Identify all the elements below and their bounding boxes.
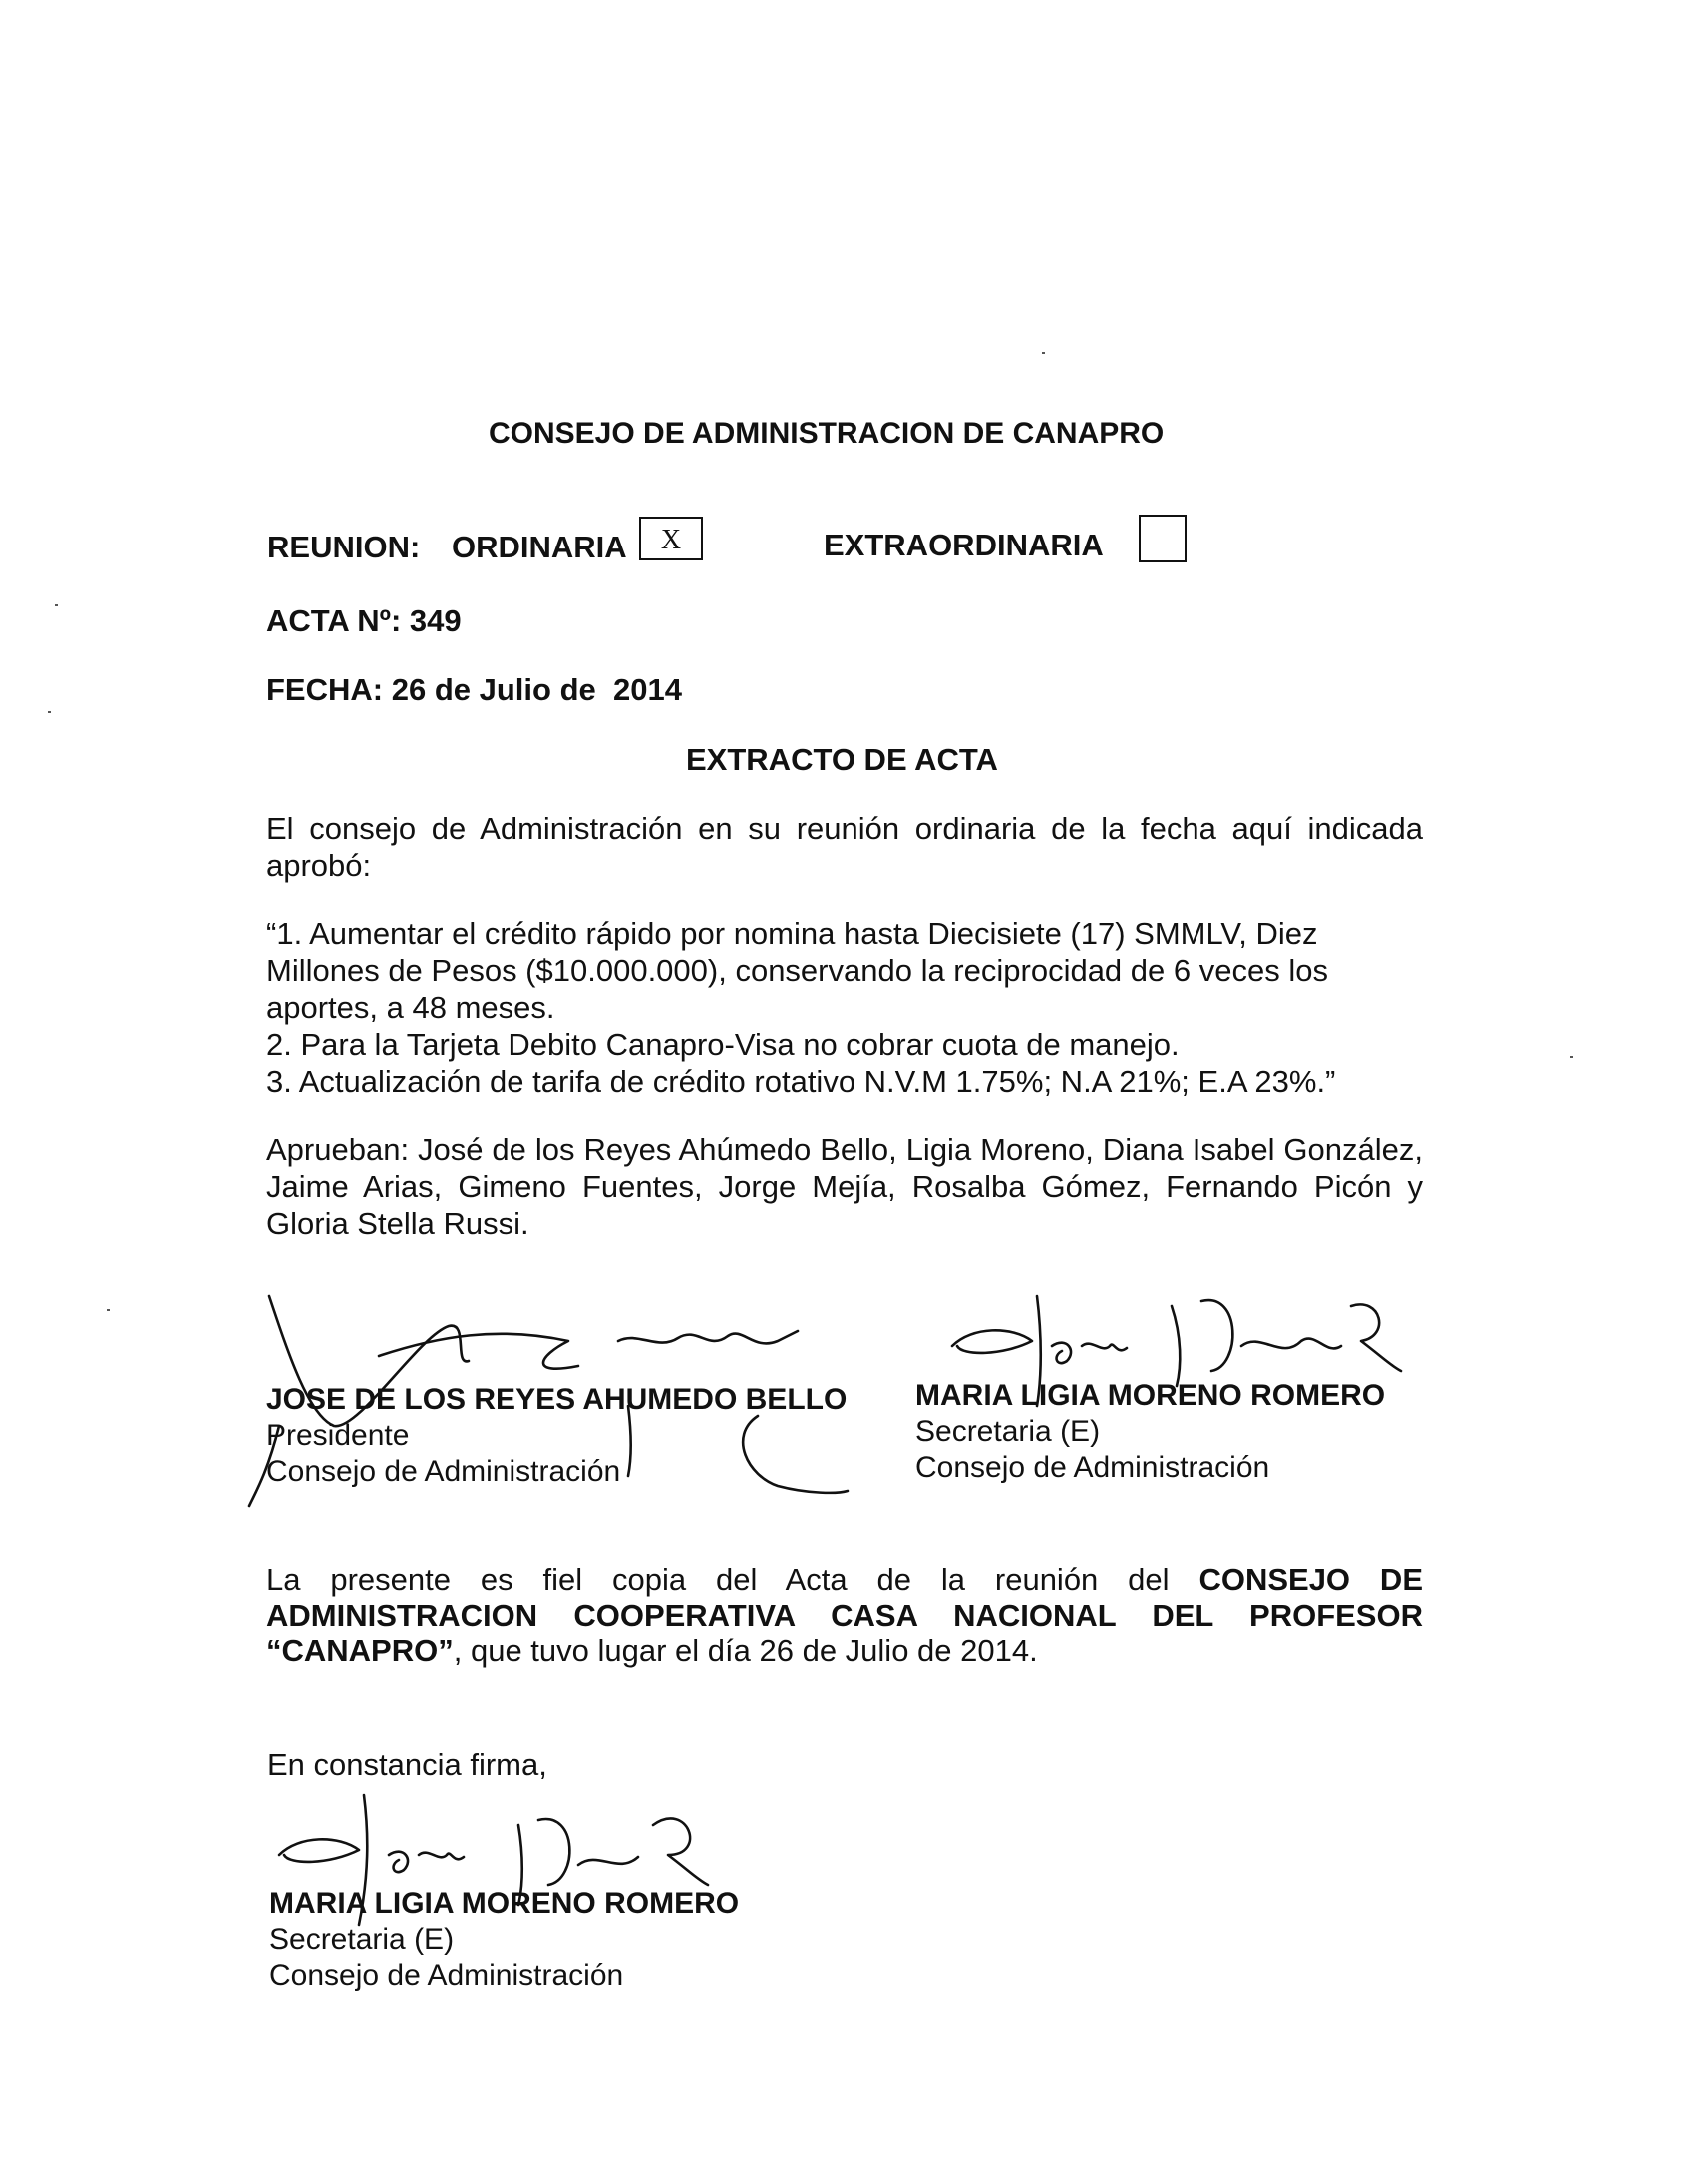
fecha-value: 26 de Julio de 2014: [391, 672, 682, 707]
list-item: 3. Actualización de tarifa de crédito rotativo N.V.M 1.75%; N.A 21%; E.A 23%.”: [266, 1064, 1336, 1099]
intro-paragraph: El consejo de Administración en su reunión ordinaria de la fecha aquí indicada aprobó:: [266, 811, 1423, 883]
scan-speck: [107, 1309, 110, 1311]
signatory-secretary: [915, 1378, 1385, 1486]
acta-number: 349: [409, 603, 462, 638]
aprueban-paragraph: Aprueban: José de los Reyes Ahúmedo Bello, Ligia Moreno, Diana Isabel González, Jaime Arias, Gimeno Fuentes, Jorge Mejía, Rosalba Gómez, Fernando Picón y Gloria Stella Russi.: [266, 1132, 1423, 1241]
fiel-copia-text: La presente es fiel copia del Acta de la reunión del: [266, 1562, 1199, 1597]
scan-speck: [1570, 1056, 1573, 1058]
signatory-president: [266, 1382, 847, 1490]
signatory-body: Consejo de Administración: [266, 1455, 621, 1488]
signatory-role: Secretaria (E): [269, 1923, 455, 1956]
list-item: “1. Aumentar el crédito rápido por nomina hasta Diecisiete (17) SMMLV, Diez Millones de Pesos ($10.000.000), conservando la reciprocidad de 6 veces los aportes, a 48 meses.: [266, 916, 1328, 1025]
signatory-body: Consejo de Administración: [269, 1959, 624, 1992]
final-signatory: [269, 1886, 739, 1994]
document-title: CONSEJO DE ADMINISTRACION DE CANAPRO: [489, 417, 1165, 450]
ordinaria-checkbox: X: [639, 517, 703, 560]
acta-label: ACTA Nº:: [266, 603, 402, 638]
extraordinaria-label: EXTRAORDINARIA: [824, 528, 1104, 562]
signatory-name: JOSE DE LOS REYES AHUMEDO BELLO: [266, 1383, 848, 1416]
signatory-body: Consejo de Administración: [915, 1451, 1270, 1484]
fiel-copia-tail: , que tuvo lugar el día 26 de Julio de 2014.: [453, 1634, 1038, 1668]
reunion-label: REUNION:: [267, 530, 421, 564]
extraordinaria-checkbox: [1139, 515, 1187, 562]
signatory-role: Presidente: [266, 1419, 410, 1452]
signatory-name: MARIA LIGIA MORENO ROMERO: [269, 1887, 740, 1920]
scan-speck: [55, 604, 58, 606]
extracto-heading: EXTRACTO DE ACTA: [686, 742, 998, 777]
fecha-label: FECHA:: [266, 672, 384, 707]
list-item: 2. Para la Tarjeta Debito Canapro-Visa no cobrar cuota de manejo.: [266, 1027, 1180, 1062]
approved-items: [266, 915, 1423, 1100]
fecha-line: [266, 671, 682, 709]
signatory-role: Secretaria (E): [915, 1415, 1101, 1448]
signatory-name: MARIA LIGIA MORENO ROMERO: [915, 1379, 1386, 1412]
acta-number-line: [266, 602, 462, 640]
scan-speck: [1042, 352, 1045, 354]
fiel-copia-entity: CONSEJO DE ADMINISTRACION COOPERATIVA CASA NACIONAL DEL PROFESOR “CANAPRO”: [266, 1562, 1423, 1668]
fiel-copia-paragraph: [266, 1562, 1423, 1669]
scan-speck: [48, 711, 51, 713]
constancia-text: En constancia firma,: [267, 1747, 547, 1782]
ordinaria-label: ORDINARIA: [452, 530, 627, 564]
